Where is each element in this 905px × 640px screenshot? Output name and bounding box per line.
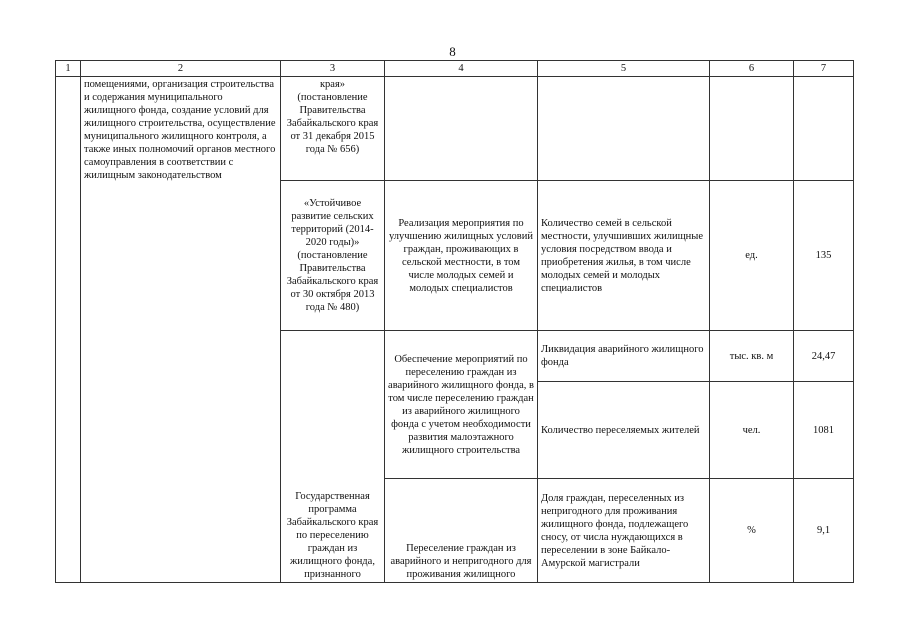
indicator-cell: Ликвидация аварийного жилищного фонда	[538, 331, 710, 382]
program-cell: «Устойчивое развитие сельских территорий (2014-2020 годы)» (постановление Правительства Забайкальского края от 30 октября 2013 года № 480)	[281, 181, 385, 331]
indicator-cell: Количество семей в сельской местности, улучшивших жилищные условия посредством ввода и приобретения жилья, в том числе молодых семей и молодых специалистов	[538, 181, 710, 331]
page-number: 8	[449, 44, 456, 59]
task-description-cell: помещениями, организация строительства и содержания муниципального жилищного фонда, создание условий для жилищного строительства, осуществление муниципального жилищного контроля, а также иных полномочий органов местного самоуправления в соответствии с жилищным законодательством	[81, 77, 281, 583]
value-cell: 9,1	[794, 479, 854, 583]
table-row	[56, 77, 854, 181]
value-cell: 135	[794, 181, 854, 331]
indicators-table	[55, 60, 854, 583]
empty-cell	[385, 77, 538, 181]
program-cell: края» (постановление Правительства Забайкальского края от 31 декабря 2015 года № 656)	[281, 77, 385, 181]
unit-cell: чел.	[710, 382, 794, 479]
empty-cell	[538, 77, 710, 181]
column-number: 2	[81, 61, 281, 77]
indicator-cell: Количество переселяемых жителей	[538, 382, 710, 479]
empty-cell	[710, 77, 794, 181]
column-number: 7	[794, 61, 854, 77]
column-number: 1	[56, 61, 81, 77]
unit-cell: тыс. кв. м	[710, 331, 794, 382]
activity-cell: Реализация мероприятия по улучшению жилищных условий граждан, проживающих в сельской местности, в том числе молодых семей и молодых специалистов	[385, 181, 538, 331]
value-cell: 1081	[794, 382, 854, 479]
unit-cell: %	[710, 479, 794, 583]
column-number: 3	[281, 61, 385, 77]
value-cell: 24,47	[794, 331, 854, 382]
column-number: 4	[385, 61, 538, 77]
empty-cell	[56, 77, 81, 583]
activity-cell: Переселение граждан из аварийного и непригодного для проживания жилищного	[385, 479, 538, 583]
column-number: 5	[538, 61, 710, 77]
program-cell: Государственная программа Забайкальского края по переселению граждан из жилищного фонда, признанного	[281, 331, 385, 583]
column-number-row	[56, 61, 854, 77]
indicator-cell: Доля граждан, переселенных из непригодного для проживания жилищного фонда, подлежащего сносу, от числа нуждающихся в переселении в зоне Байкало-Амурской магистрали	[538, 479, 710, 583]
unit-cell: ед.	[710, 181, 794, 331]
empty-cell	[794, 77, 854, 181]
column-number: 6	[710, 61, 794, 77]
activity-cell: Обеспечение мероприятий по переселению граждан из аварийного жилищного фонда, в том числе переселению граждан из аварийного жилищного фонда с учетом необходимости развития малоэтажного жилищного строительства	[385, 331, 538, 479]
